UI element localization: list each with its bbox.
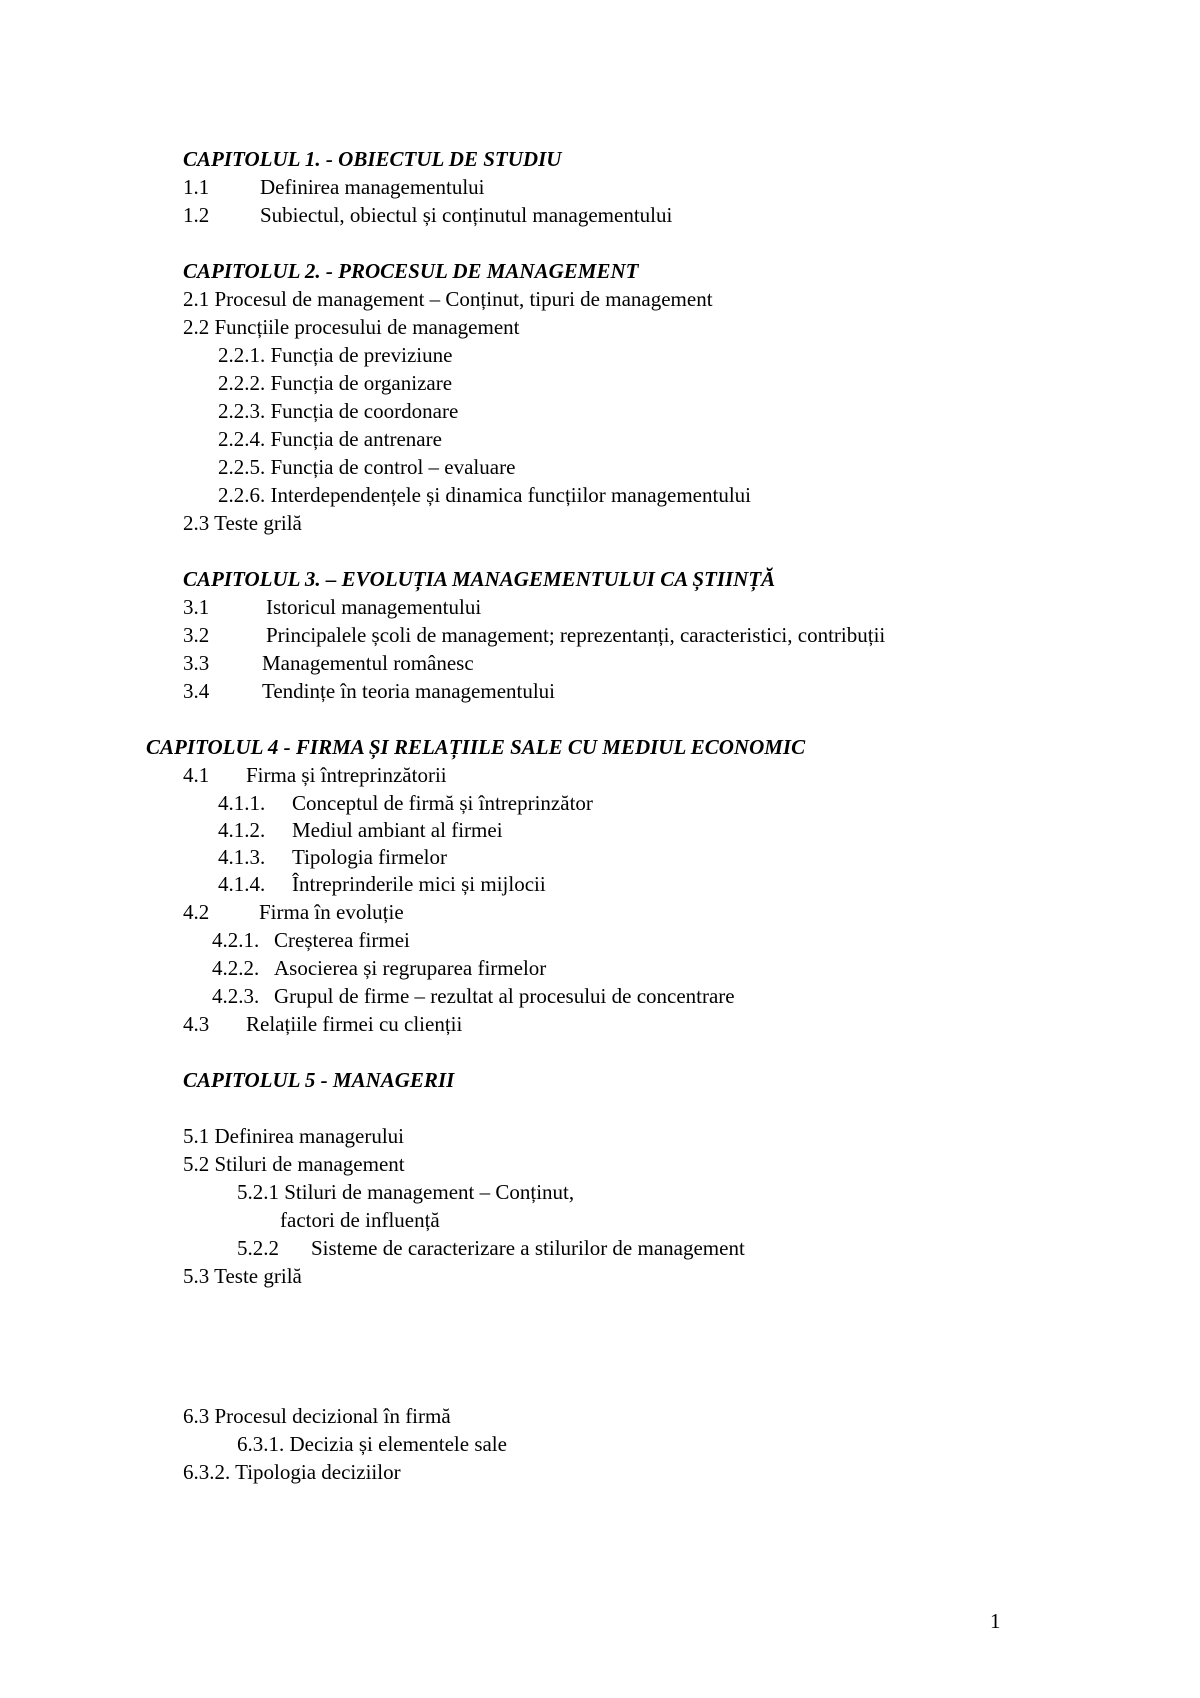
entry-number: 4.1.1. [218, 791, 266, 815]
toc-entry-2-2: 2.2 Funcțiile procesului de management [183, 315, 520, 339]
toc-entry-3-2 [183, 621, 885, 649]
toc-entry-2-2-5: 2.2.5. Funcția de control – evaluare [218, 455, 516, 479]
entry-text: Subiectul, obiectul și conținutul managementului [260, 203, 673, 227]
toc-entry-4-3 [183, 1010, 462, 1038]
toc-entry-4-1-4 [218, 870, 546, 898]
entry-text: Sisteme de caracterizare a stilurilor de management [311, 1236, 745, 1260]
entry-number: 4.1.2. [218, 818, 266, 842]
toc-entry-5-1: 5.1 Definirea managerului [183, 1124, 404, 1148]
entry-number: 4.1.4. [218, 872, 266, 896]
toc-entry-2-2-1: 2.2.1. Funcția de previziune [218, 343, 453, 367]
entry-text: Firma în evoluție [259, 900, 404, 924]
entry-text: Tipologia firmelor [292, 845, 447, 869]
entry-text: Managementul românesc [262, 651, 474, 675]
entry-number: 4.2.1. [212, 928, 260, 952]
entry-number: 5.2.2 [237, 1236, 279, 1260]
entry-number: 4.2 [183, 900, 210, 924]
toc-entry-4-1-1 [218, 789, 593, 817]
chapter-4-heading: CAPITOLUL 4 - FIRMA ȘI RELAȚIILE SALE CU MEDIUL ECONOMIC [146, 735, 806, 759]
chapter-5-heading: CAPITOLUL 5 - MANAGERII [183, 1068, 455, 1092]
entry-number: 4.1.3. [218, 845, 266, 869]
toc-entry-6-3: 6.3 Procesul decizional în firmă [183, 1404, 451, 1428]
chapter-3-heading: CAPITOLUL 3. – EVOLUȚIA MANAGEMENTULUI CA ȘTIINȚĂ [183, 567, 776, 591]
toc-entry-4-1-2 [218, 816, 503, 844]
entry-number: 3.2 [183, 623, 210, 647]
toc-entry-4-2-1 [212, 926, 410, 954]
toc-entry-5-2-2 [237, 1234, 745, 1262]
toc-entry-5-2-1-continued: factori de influență [280, 1208, 440, 1232]
toc-entry-3-4 [183, 677, 555, 705]
entry-number: 3.3 [183, 651, 210, 675]
page-number: 1 [990, 1609, 1001, 1633]
chapter-1-heading: CAPITOLUL 1. - OBIECTUL DE STUDIU [183, 147, 562, 171]
entry-text: Firma și întreprinzătorii [246, 763, 447, 787]
toc-entry-2-1: 2.1 Procesul de management – Conținut, tipuri de management [183, 287, 713, 311]
toc-entry-4-1-3 [218, 843, 447, 871]
toc-entry-2-2-3: 2.2.3. Funcția de coordonare [218, 399, 459, 423]
entry-text: Relațiile firmei cu clienții [246, 1012, 463, 1036]
toc-entry-2-2-6: 2.2.6. Interdependențele și dinamica funcțiilor managementului [218, 483, 751, 507]
entry-text: Definirea managementului [260, 175, 485, 199]
entry-number: 4.1 [183, 763, 210, 787]
entry-number: 4.2.2. [212, 956, 260, 980]
entry-number: 4.2.3. [212, 984, 260, 1008]
toc-entry-4-2-2 [212, 954, 546, 982]
entry-number: 1.2 [183, 203, 210, 227]
toc-entry-2-3: 2.3 Teste grilă [183, 511, 302, 535]
entry-text: Mediul ambiant al firmei [292, 818, 503, 842]
toc-entry-1-1 [183, 173, 485, 201]
toc-entry-3-1 [183, 593, 481, 621]
toc-entry-2-2-4: 2.2.4. Funcția de antrenare [218, 427, 442, 451]
entry-number: 4.3 [183, 1012, 210, 1036]
entry-text: Principalele școli de management; reprezentanți, caracteristici, contribuții [266, 623, 886, 647]
entry-text: Tendințe în teoria managementului [262, 679, 556, 703]
toc-entry-6-3-2: 6.3.2. Tipologia deciziilor [183, 1460, 401, 1484]
toc-entry-4-1 [183, 761, 447, 789]
toc-entry-4-2 [183, 898, 404, 926]
toc-entry-3-3 [183, 649, 474, 677]
toc-entry-5-2-1: 5.2.1 Stiluri de management – Conținut, [237, 1180, 575, 1204]
entry-text: Întreprinderile mici și mijlocii [292, 872, 546, 896]
entry-text: Grupul de firme – rezultat al procesului de concentrare [274, 984, 735, 1008]
entry-text: Asocierea și regruparea firmelor [274, 956, 547, 980]
toc-entry-6-3-1: 6.3.1. Decizia și elementele sale [237, 1432, 507, 1456]
entry-text: Creșterea firmei [274, 928, 410, 952]
entry-number: 1.1 [183, 175, 210, 199]
entry-text: Istoricul managementului [266, 595, 482, 619]
entry-number: 3.4 [183, 679, 210, 703]
toc-entry-1-2 [183, 201, 672, 229]
entry-text: Conceptul de firmă și întreprinzător [292, 791, 593, 815]
toc-entry-5-2: 5.2 Stiluri de management [183, 1152, 405, 1176]
toc-entry-2-2-2: 2.2.2. Funcția de organizare [218, 371, 453, 395]
entry-number: 3.1 [183, 595, 210, 619]
toc-entry-5-3: 5.3 Teste grilă [183, 1264, 302, 1288]
chapter-2-heading: CAPITOLUL 2. - PROCESUL DE MANAGEMENT [183, 259, 639, 283]
toc-entry-4-2-3 [212, 982, 735, 1010]
